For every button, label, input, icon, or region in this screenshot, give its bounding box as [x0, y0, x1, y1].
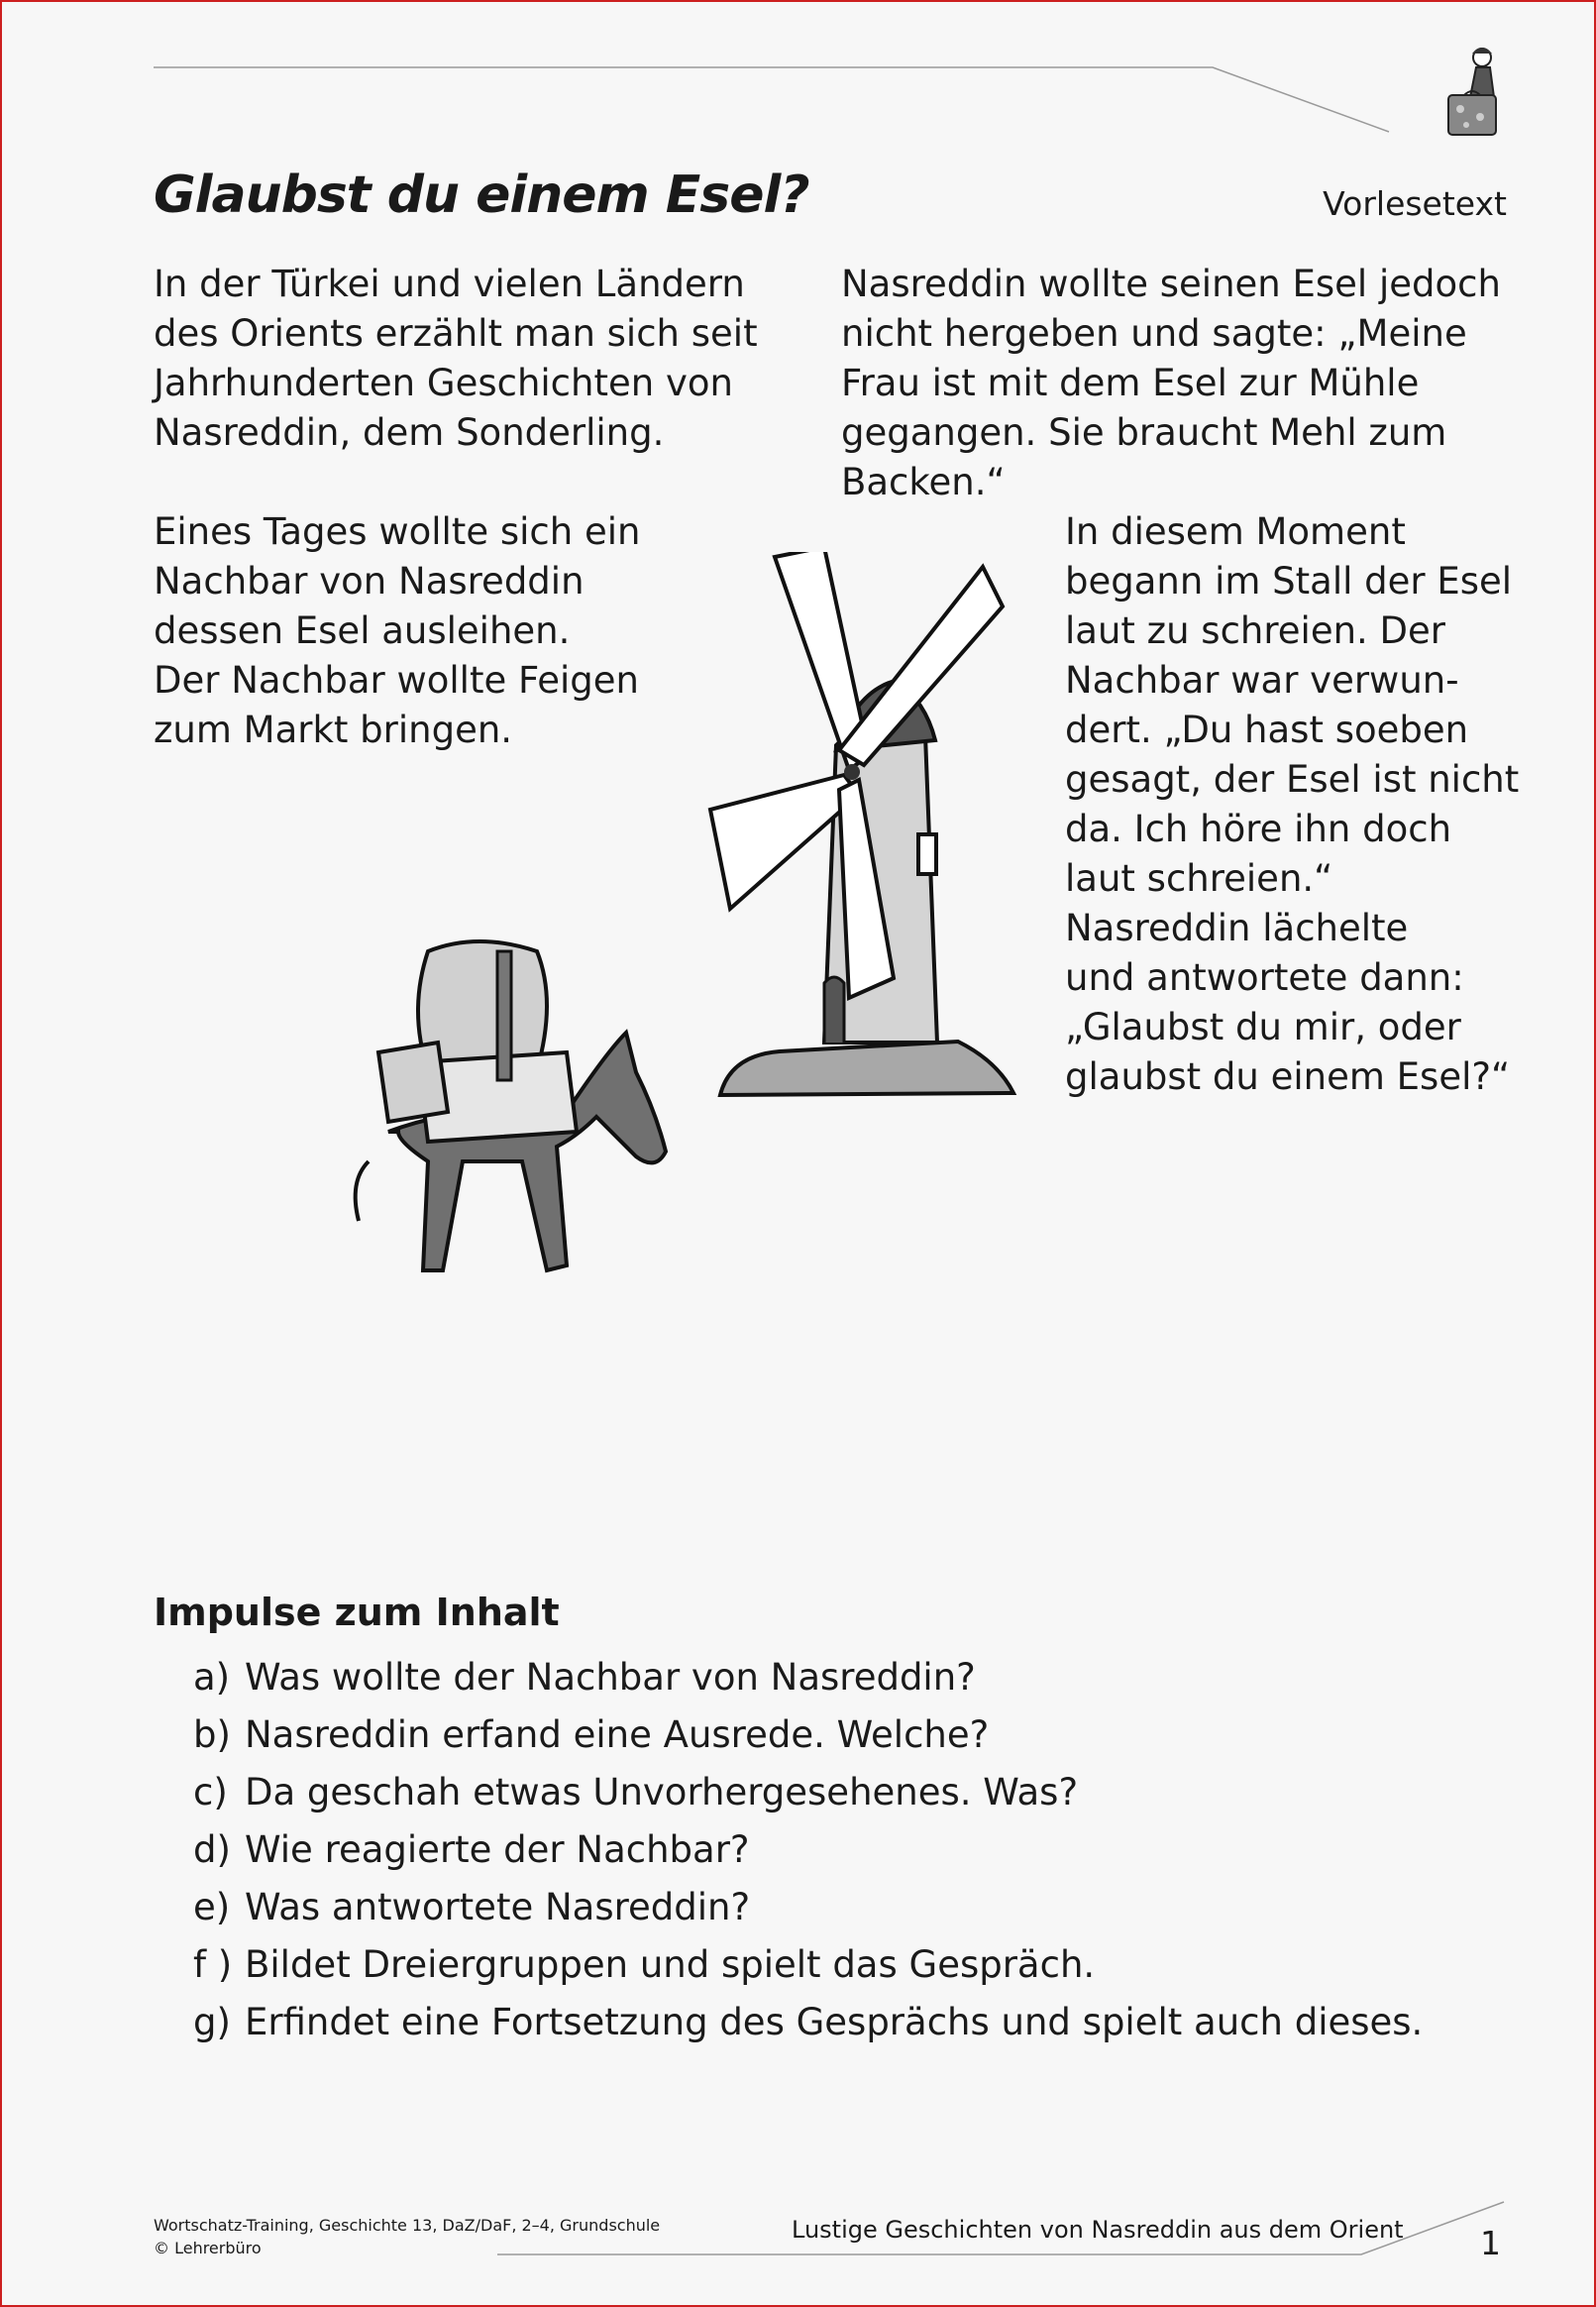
story-paragraph-3: [841, 260, 1501, 507]
text-line: und antwortete dann:: [1065, 956, 1464, 999]
text-line: begann im Stall der Esel: [1065, 560, 1513, 603]
text-line: Backen.“: [841, 461, 1006, 503]
text-line: Nachbar von Nasreddin: [154, 560, 585, 603]
question-text: Was wollte der Nachbar von Nasreddin?: [245, 1656, 976, 1699]
page-number: 1: [1480, 2224, 1501, 2262]
text-line: In diesem Moment: [1065, 510, 1406, 553]
question-text: Nasreddin erfand eine Ausrede. Welche?: [245, 1713, 990, 1756]
footer-series-title: Lustige Geschichten von Nasreddin aus dem Orient: [792, 2216, 1404, 2244]
story-paragraph-2: [154, 507, 640, 755]
question-item: [193, 1821, 1481, 1879]
text-line: gesagt, der Esel ist nicht: [1065, 758, 1520, 801]
text-line: nicht hergeben und sagte: „Meine: [841, 312, 1467, 355]
question-item: [193, 1879, 1481, 1936]
text-line: In der Türkei und vielen Ländern: [154, 263, 745, 305]
page-title: Glaubst du einem Esel?: [154, 165, 809, 225]
story-paragraph-1: [154, 260, 758, 458]
text-type-label: Vorlesetext: [1323, 184, 1507, 223]
text-line: gegangen. Sie braucht Mehl zum: [841, 411, 1447, 454]
text-line: Nasreddin lächelte: [1065, 907, 1409, 949]
text-line: des Orients erzählt man sich seit: [154, 312, 758, 355]
text-line: dessen Esel ausleihen.: [154, 609, 571, 652]
question-letter: e): [193, 1886, 231, 1928]
question-item: [193, 1649, 1481, 1706]
text-line: dert. „Du hast soeben: [1065, 709, 1469, 751]
question-item: [193, 1994, 1481, 2051]
text-line: zum Markt bringen.: [154, 709, 513, 751]
teacher-with-suitcase-icon: [1442, 44, 1512, 143]
question-text: Was antwortete Nasreddin?: [245, 1886, 751, 1928]
question-list: [193, 1649, 1481, 2051]
story-paragraph-4: [1065, 507, 1519, 1102]
question-letter: g): [193, 2001, 231, 2043]
question-text: Da geschah etwas Unvorhergesehenes. Was?: [245, 1771, 1079, 1813]
header-rule: [2, 2, 1596, 161]
text-line: da. Ich höre ihn doch: [1065, 808, 1452, 850]
footer-source: [154, 2214, 660, 2259]
question-item: [193, 1764, 1481, 1821]
question-text: Wie reagierte der Nachbar?: [245, 1828, 750, 1871]
text-line: Frau ist mit dem Esel zur Mühle: [841, 362, 1420, 404]
question-letter: f ): [193, 1943, 233, 1986]
footer-copyright: © Lehrerbüro: [154, 2239, 262, 2257]
question-letter: c): [193, 1771, 228, 1813]
question-item: [193, 1706, 1481, 1764]
loaded-donkey-illustration: [339, 934, 676, 1290]
footer-source-line: Wortschatz-Training, Geschichte 13, DaZ/DaF, 2–4, Grundschule: [154, 2216, 661, 2235]
windmill-illustration: [700, 552, 1042, 1107]
question-text: Erfindet eine Fortsetzung des Gesprächs und spielt auch dieses.: [245, 2001, 1424, 2043]
text-line: Nasreddin, dem Sonderling.: [154, 411, 665, 454]
impulse-heading: Impulse zum Inhalt: [154, 1591, 560, 1634]
text-line: Nachbar war verwun-: [1065, 659, 1459, 702]
text-line: laut schreien.“: [1065, 857, 1333, 900]
question-text: Bildet Dreiergruppen und spielt das Gespräch.: [245, 1943, 1096, 1986]
question-item: [193, 1936, 1481, 1994]
question-letter: a): [193, 1656, 231, 1699]
question-letter: b): [193, 1713, 231, 1756]
question-letter: d): [193, 1828, 231, 1871]
text-line: Der Nachbar wollte Feigen: [154, 659, 639, 702]
text-line: Nasreddin wollte seinen Esel jedoch: [841, 263, 1501, 305]
text-line: glaubst du einem Esel?“: [1065, 1055, 1511, 1098]
text-line: Eines Tages wollte sich ein: [154, 510, 641, 553]
text-line: laut zu schreien. Der: [1065, 609, 1446, 652]
text-line: „Glaubst du mir, oder: [1065, 1006, 1461, 1048]
text-line: Jahrhunderten Geschichten von: [154, 362, 733, 404]
